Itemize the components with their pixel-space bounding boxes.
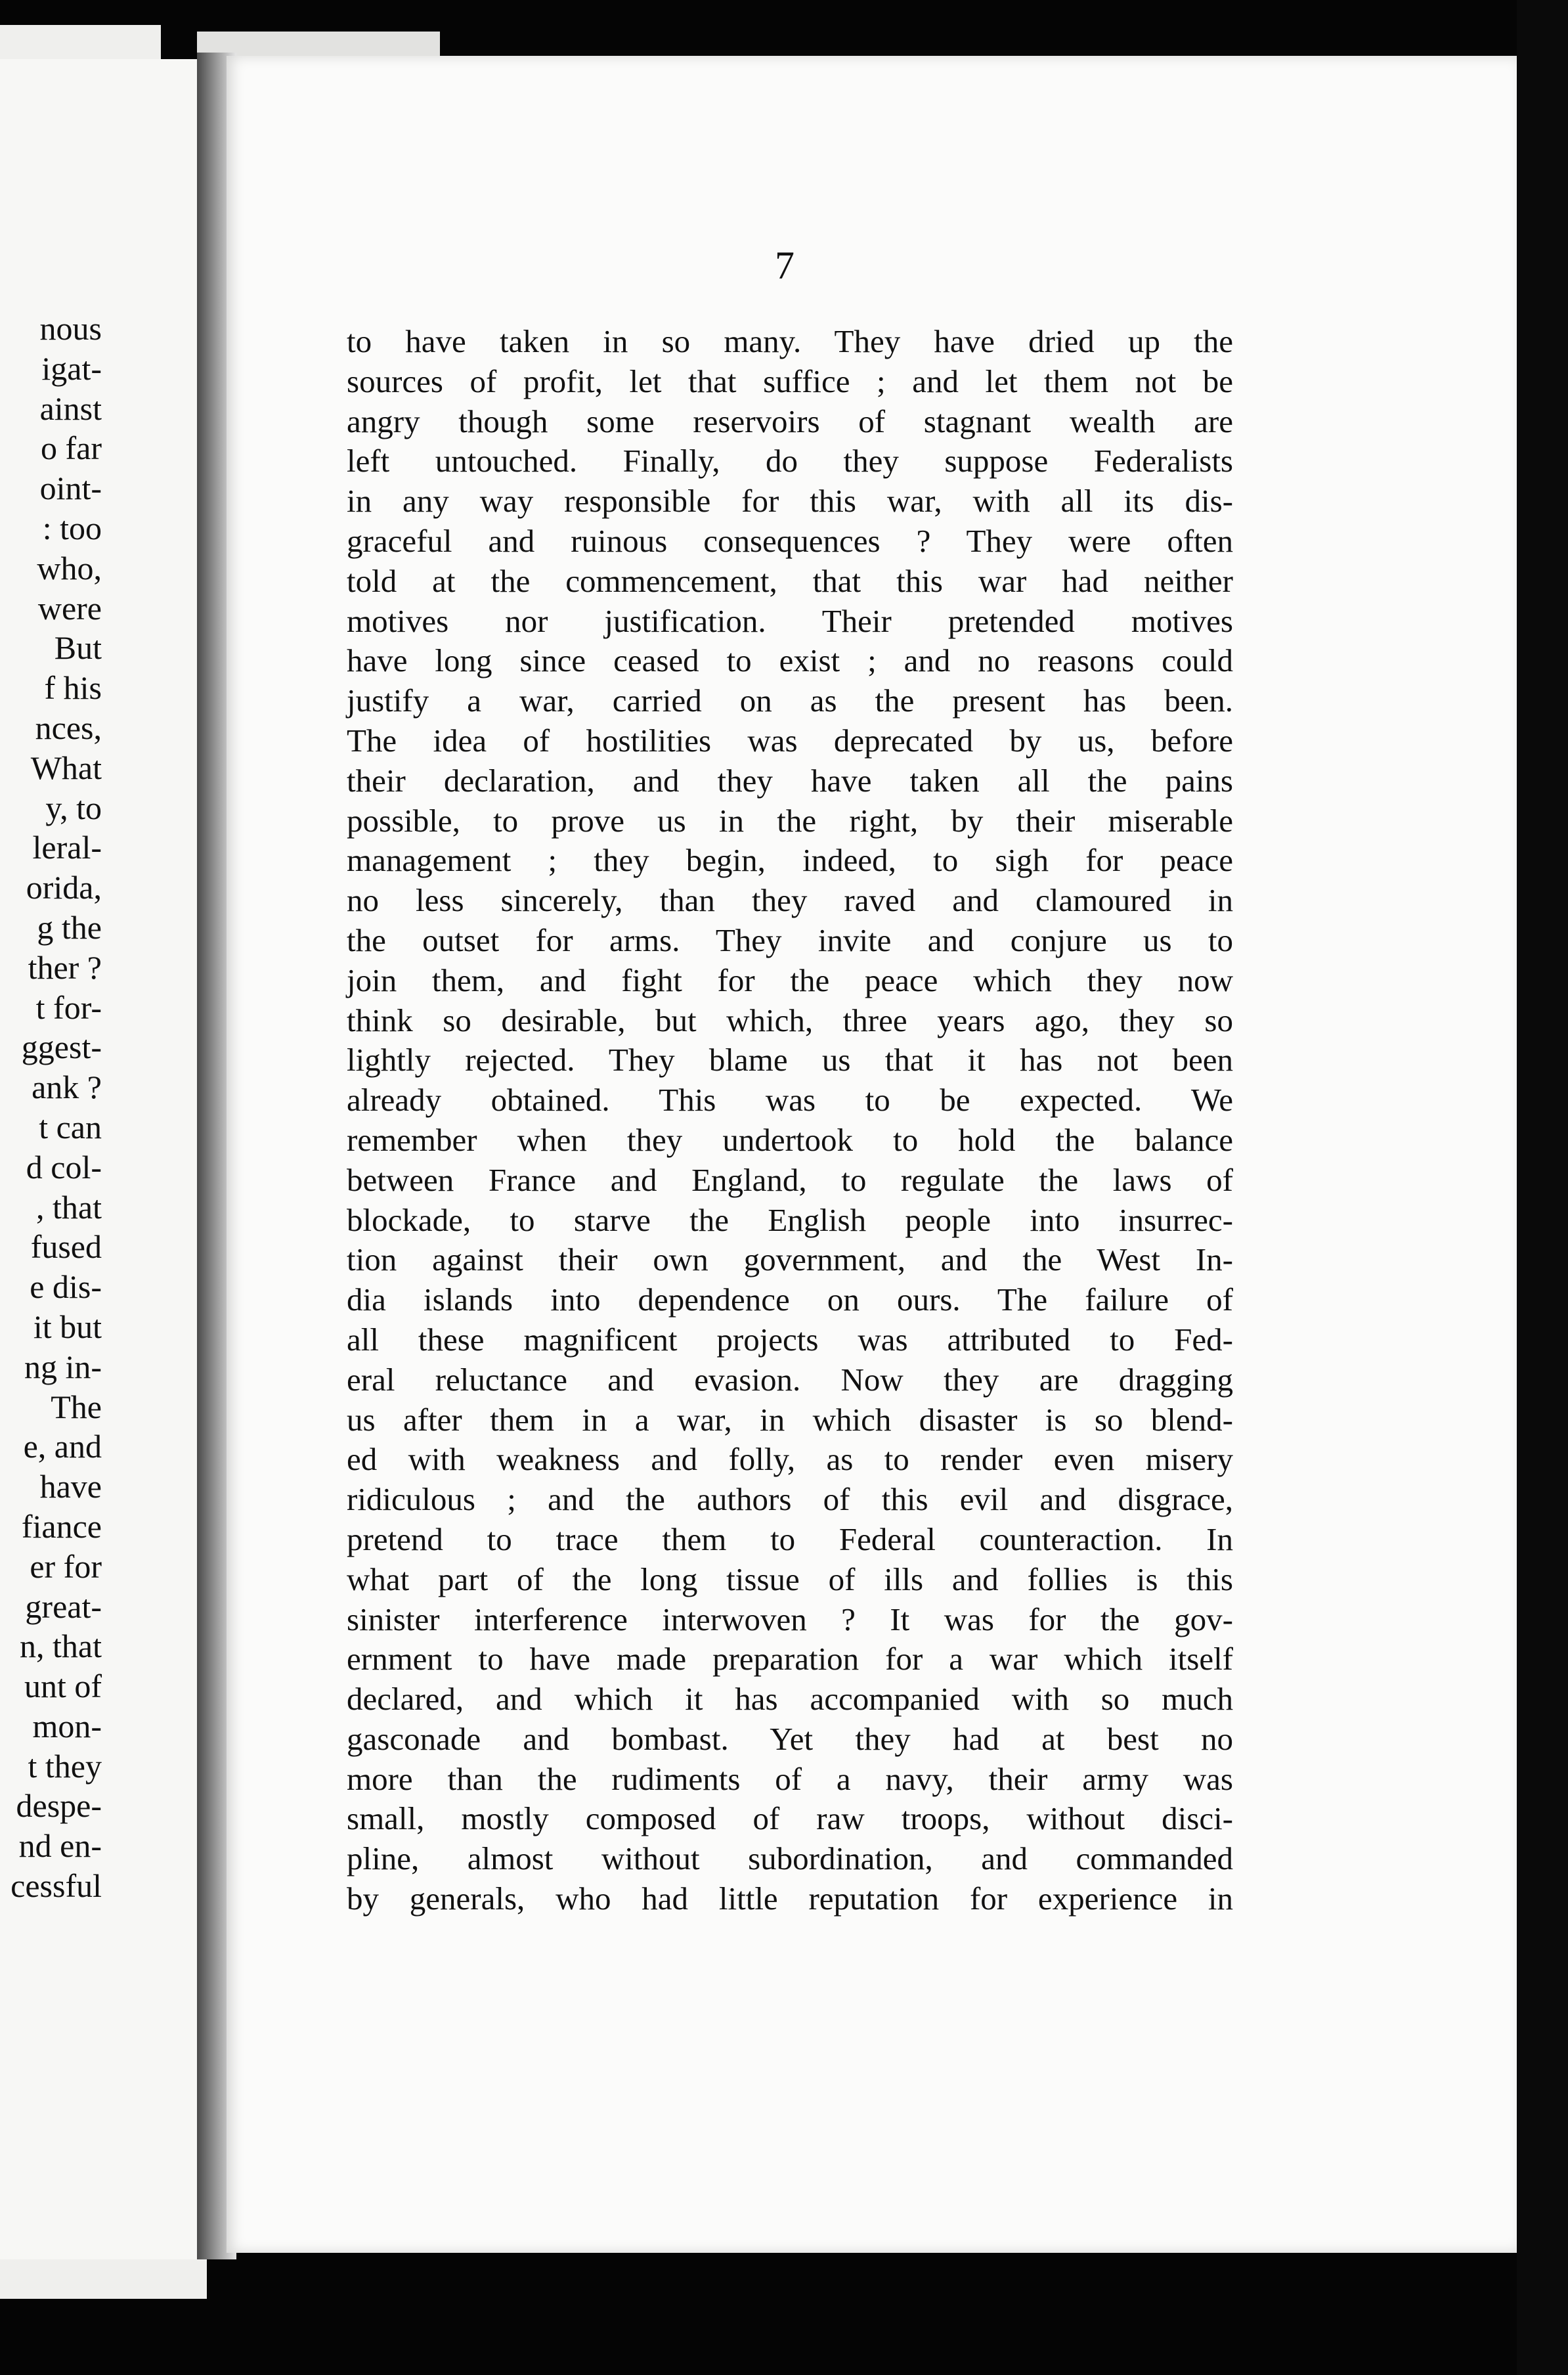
text-line: angry though some reservoirs of stagnant wealth are xyxy=(347,403,1233,439)
text-line: declared, and which it has accompanied with so much xyxy=(347,1681,1233,1718)
left-page-bottom-edge xyxy=(0,2259,207,2299)
text-line: eral reluctance and evasion. Now they are dragging xyxy=(347,1361,1233,1398)
text-line: already obtained. This was to be expected. We xyxy=(347,1082,1233,1119)
previous-page-line: n, that xyxy=(20,1628,102,1665)
previous-page-line: t for- xyxy=(35,988,102,1026)
text-line: think so desirable, but which, three years ago, they so xyxy=(347,1002,1233,1038)
text-line: more than the rudiments of a navy, their army was xyxy=(347,1760,1233,1797)
previous-page-line: who, xyxy=(37,549,102,587)
text-line: between France and England, to regulate the laws of xyxy=(347,1161,1233,1198)
previous-page-line: er for xyxy=(30,1547,102,1585)
previous-page-line: orida, xyxy=(26,869,102,906)
previous-page-line: , that xyxy=(36,1188,102,1226)
previous-page-line: t can xyxy=(39,1108,102,1145)
text-line: ed with weakness and folly, as to render even misery xyxy=(347,1441,1233,1478)
text-line: to have taken in so many. They have dried up the xyxy=(347,323,1233,359)
previous-page-line: were xyxy=(37,589,102,627)
text-line: gasconade and bombast. Yet they had at best no xyxy=(347,1720,1233,1757)
text-line: in any way responsible for this war, with all its dis- xyxy=(347,483,1233,520)
previous-page-line: f his xyxy=(44,669,102,707)
previous-page-line: o far xyxy=(41,430,102,467)
previous-page-line: e, and xyxy=(23,1428,102,1465)
previous-page-line: g the xyxy=(37,908,102,946)
text-line: by generals, who had little reputation for experience in xyxy=(347,1880,1233,1917)
previous-page-line: The xyxy=(51,1388,102,1425)
text-line: their declaration, and they have taken all the pains xyxy=(347,762,1233,799)
text-line: dia islands into dependence on ours. The failure of xyxy=(347,1281,1233,1318)
previous-page-line: But xyxy=(54,629,102,667)
previous-page-line: unt of xyxy=(24,1668,102,1705)
text-line: pretend to trace them to Federal counteraction. In xyxy=(347,1520,1233,1557)
previous-page-line: ng in- xyxy=(24,1348,102,1385)
previous-page-line: : too xyxy=(42,509,102,546)
previous-page-line: t they xyxy=(28,1747,102,1785)
text-line: justify a war, carried on as the present has been. xyxy=(347,682,1233,719)
previous-page-line: it but xyxy=(33,1308,102,1345)
previous-page-line: leral- xyxy=(32,829,102,866)
previous-page-line: igat- xyxy=(41,349,102,387)
text-line: ernment to have made preparation for a war which itself xyxy=(347,1641,1233,1677)
text-line: graceful and ruinous consequences ? They were often xyxy=(347,522,1233,559)
text-line: told at the commencement, that this war had neither xyxy=(347,562,1233,599)
text-line: sinister interference interwoven ? It was for the gov- xyxy=(347,1601,1233,1637)
text-line: left untouched. Finally, do they suppose Federalists xyxy=(347,443,1233,479)
previous-page-line: nd en- xyxy=(18,1827,102,1865)
previous-page-line: ggest- xyxy=(21,1029,102,1066)
text-line: motives nor justification. Their pretended motives xyxy=(347,602,1233,639)
text-line: small, mostly composed of raw troops, without disci- xyxy=(347,1800,1233,1837)
text-line: blockade, to starve the English people into insurrec- xyxy=(347,1201,1233,1238)
previous-page-line: fused xyxy=(30,1228,102,1266)
previous-page-line: ank ? xyxy=(32,1069,102,1106)
previous-page-line: nces, xyxy=(35,709,102,746)
previous-page-line: ther ? xyxy=(28,948,102,986)
previous-page-line: nous xyxy=(39,310,102,347)
previous-page-line: ainst xyxy=(39,389,102,427)
previous-page-line: have xyxy=(39,1468,102,1505)
text-line: us after them in a war, in which disaster is so blend- xyxy=(347,1401,1233,1438)
text-line: remember when they undertook to hold the balance xyxy=(347,1121,1233,1158)
page-number: 7 xyxy=(775,244,795,287)
left-page-top-edge xyxy=(0,25,161,64)
previous-page-line: What xyxy=(30,749,102,786)
previous-page-line: great- xyxy=(25,1587,102,1625)
previous-page-text-fragment xyxy=(0,309,102,1906)
previous-page-line: e dis- xyxy=(30,1268,102,1306)
text-line: what part of the long tissue of ills and follies is this xyxy=(347,1561,1233,1597)
previous-page-line: y, to xyxy=(45,789,102,826)
text-line: tion against their own government, and the West In- xyxy=(347,1241,1233,1278)
text-line: no less sincerely, than they raved and clamoured in xyxy=(347,882,1233,919)
text-line: join them, and fight for the peace which they now xyxy=(347,962,1233,998)
previous-page-line: fiance xyxy=(21,1507,102,1545)
scan-right-edge xyxy=(1517,0,1568,2375)
text-line: sources of profit, let that suffice ; and let them not be xyxy=(347,363,1233,399)
previous-page-line: oint- xyxy=(39,470,102,507)
text-line: ridiculous ; and the authors of this evil and disgrace, xyxy=(347,1481,1233,1518)
previous-page-line: d col- xyxy=(26,1148,102,1186)
previous-page-line: cessful xyxy=(11,1867,102,1905)
page-body-text xyxy=(347,322,1233,1919)
text-line: have long since ceased to exist ; and no reasons could xyxy=(347,642,1233,679)
text-line: all these magnificent projects was attributed to Fed- xyxy=(347,1321,1233,1358)
text-line: The idea of hostilities was deprecated by us, before xyxy=(347,722,1233,759)
text-line: pline, almost without subordination, and commanded xyxy=(347,1840,1233,1877)
text-line: management ; they begin, indeed, to sigh for peace xyxy=(347,842,1233,879)
previous-page-line: mon- xyxy=(32,1707,102,1744)
previous-page xyxy=(0,59,200,2279)
text-line: the outset for arms. They invite and conjure us to xyxy=(347,921,1233,958)
text-line: lightly rejected. They blame us that it has not been xyxy=(347,1042,1233,1078)
text-line: possible, to prove us in the right, by their miserable xyxy=(347,802,1233,839)
previous-page-line: despe- xyxy=(16,1787,102,1825)
